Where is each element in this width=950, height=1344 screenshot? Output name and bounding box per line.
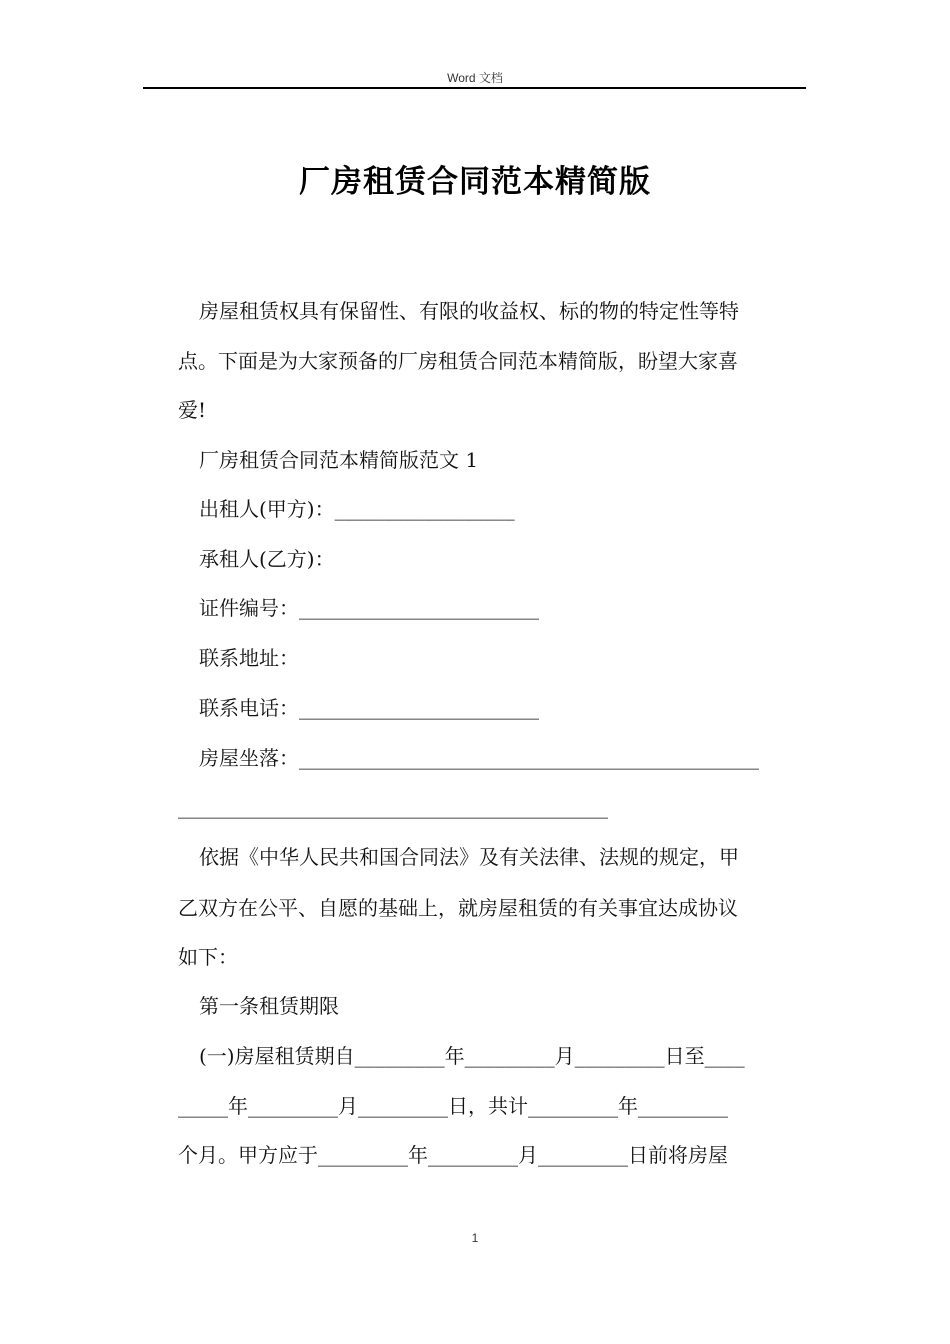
header-text: Word 文档: [447, 71, 503, 85]
lessee-field: 承租人(乙方)：: [199, 547, 335, 571]
paragraph-line: 乙双方在公平、自愿的基础上，就房屋租赁的有关事宜达成协议: [178, 896, 738, 920]
paragraph-line: 依据《中华人民共和国合同法》及有关法律、法规的规定，甲: [199, 845, 739, 869]
paragraph-line: (一)房屋租赁期自_________年_________月_________日至____: [199, 1044, 745, 1068]
paragraph-line: 点。下面是为大家预备的厂房租赁合同范本精简版，盼望大家喜: [178, 349, 738, 373]
address-field: 联系地址：: [199, 646, 299, 670]
lessor-field: 出租人(甲方)：__________________: [199, 497, 515, 521]
paragraph-line: 如下：: [178, 945, 238, 969]
page-number: 1: [471, 1231, 479, 1245]
section-heading: 厂房租赁合同范本精简版范文 1: [199, 448, 479, 472]
phone-field: 联系电话：________________________: [199, 696, 539, 720]
paragraph-line: 个月。甲方应于_________年_________月_________日前将房屋: [178, 1143, 728, 1167]
property-location-continued: ___________________________________________: [178, 795, 608, 819]
property-location-field: 房屋坐落：______________________________________________: [199, 746, 759, 770]
article-heading: 第一条租赁期限: [199, 994, 339, 1018]
header-divider: [143, 87, 806, 89]
paragraph-line: 爱!: [178, 398, 207, 422]
paragraph-line: _____年_________月_________日，共计_________年_________: [178, 1094, 728, 1118]
document-title: 厂房租赁合同范本精简版: [299, 164, 651, 200]
paragraph-line: 房屋租赁权具有保留性、有限的收益权、标的物的特定性等特: [199, 299, 739, 323]
id-number-field: 证件编号：________________________: [199, 596, 539, 620]
